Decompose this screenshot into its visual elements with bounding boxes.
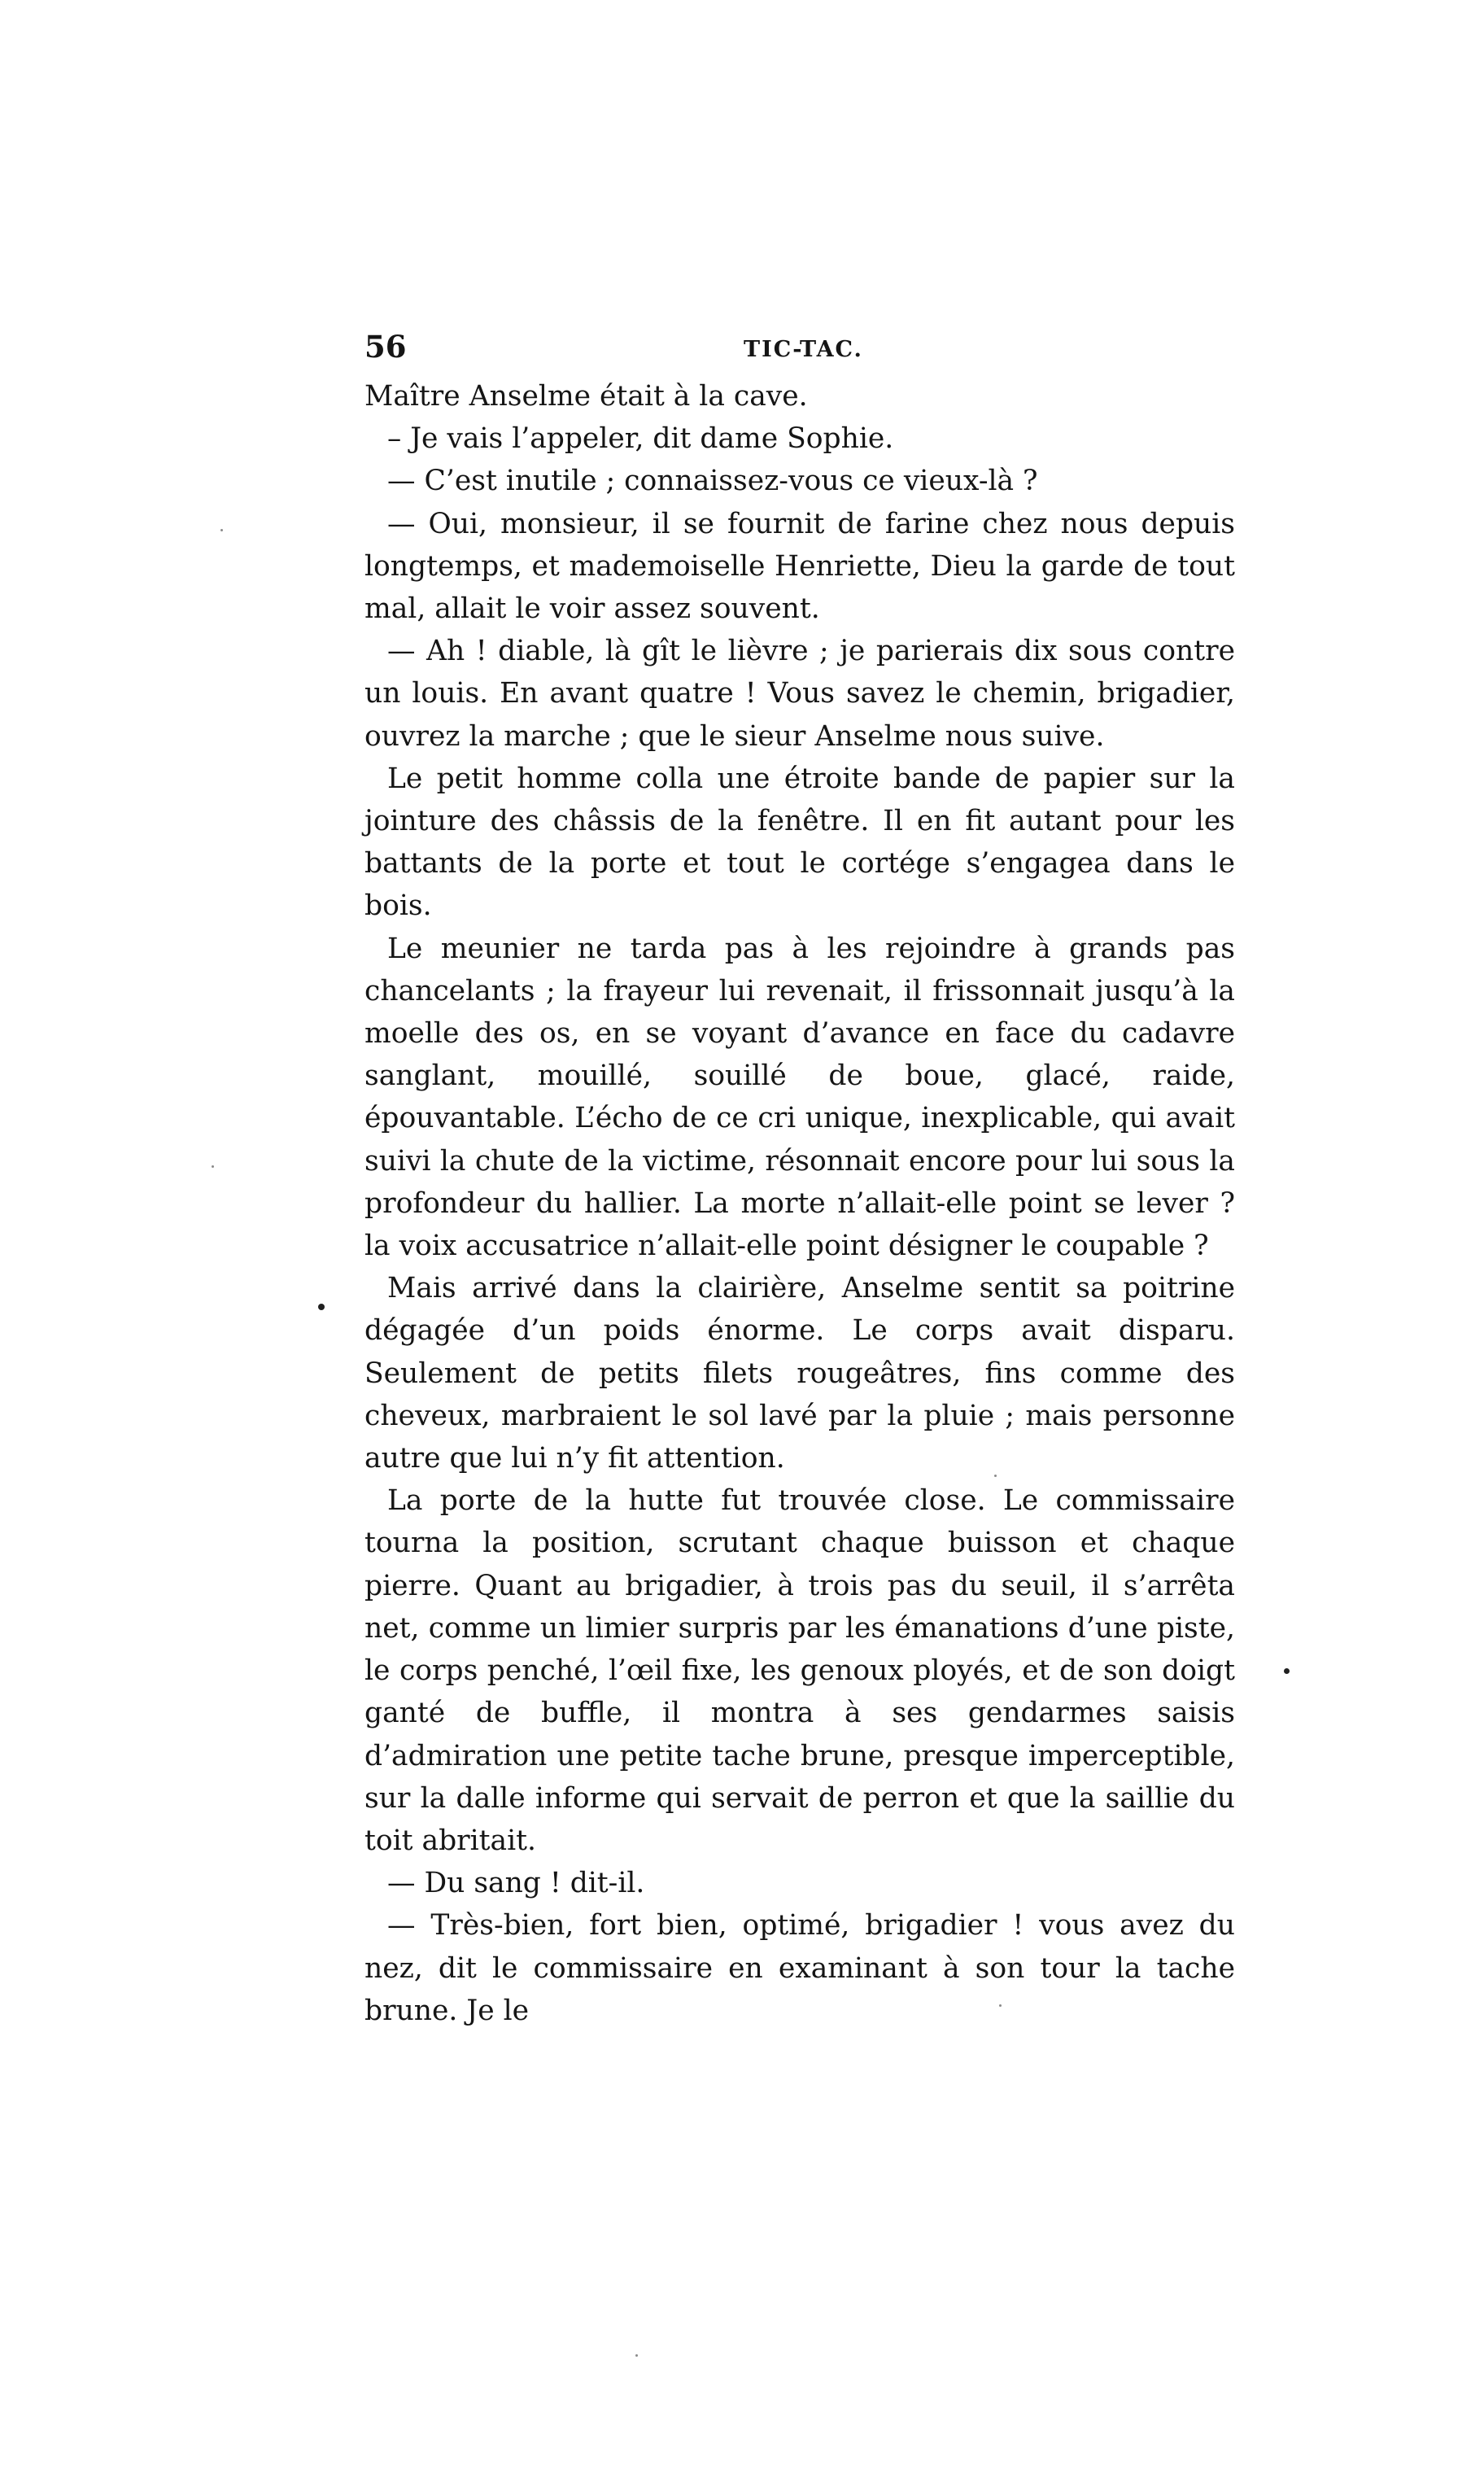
paragraph-useless-question: — C’est inutile ; connaissez-vous ce vieux-là ?	[387, 465, 1038, 498]
ink-dot-right-margin	[1284, 1668, 1290, 1674]
page-header	[364, 327, 1235, 373]
paragraph-meunier: Le meunier ne tarda pas à les rejoindre à grands pas chancelants ; la frayeur lui revenait, il frissonnait jusqu’à la moelle des os, en se voyant d’avance en face du cadavre sanglant, mouillé, souillé de boue, glacé, raide, épouvantable. L’écho de ce cri unique, inexplicable, qui avait suivi la chute de la victime, résonnait encore pour lui sous la profondeur du hallier. La morte n’allait-elle point se lever ? la voix accusatrice n’allait-elle point désigner le coupable ?	[364, 932, 1235, 1263]
paragraph-bande-papier: Le petit homme colla une étroite bande de papier sur la jointure des châssis de la fenêtre. Il en fit autant pour les battants de la porte et tout le cortége s’engagea dans le bois.	[364, 762, 1235, 923]
paper-speck	[635, 2354, 638, 2357]
paragraph-sophie-reply: – Je vais l’appeler, dit dame Sophie.	[387, 422, 894, 456]
paragraph-clairiere: Mais arrivé dans la clairière, Anselme sentit sa poitrine dégagée d’un poids énorme. Le corps avait disparu. Seulement de petits filets rougeâtres, fins comme des cheveux, marbraient le sol lavé par la pluie ; mais personne autre que lui n’y fit attention.	[364, 1272, 1235, 1475]
page-number: 56	[364, 329, 407, 365]
paragraph-hutte: La porte de la hutte fut trouvée close. Le commissaire tourna la position, scrutant chaque buisson et chaque pierre. Quant au brigadier, à trois pas du seuil, il s’arrêta net, comme un limier surpris par les émanations d’une piste, le corps penché, l’œil fixe, les genoux ployés, et de son doigt ganté de buffle, il montra à ses gendarmes saisis d’admiration une petite tache brune, presque imperceptible, sur la dalle informe qui servait de perron et que la saillie du toit abritait.	[364, 1484, 1235, 1857]
paragraph-lievre: — Ah ! diable, là gît le lièvre ; je parierais dix sous contre un louis. En avant quatre ! Vous savez le chemin, brigadier, ouvrez la marche ; que le sieur Anselme nous suive.	[364, 635, 1235, 753]
ink-dot-left-margin	[318, 1304, 325, 1310]
paragraph-du-sang: — Du sang ! dit-il.	[387, 1867, 645, 1900]
paragraph-farine-answer: — Oui, monsieur, il se fournit de farine chez nous depuis longtemps, et mademoiselle Henriette, Dieu la garde de tout mal, allait le voir assez souvent.	[364, 507, 1235, 626]
paper-speck	[999, 2004, 1002, 2007]
paper-speck	[220, 529, 223, 531]
paragraph-tres-bien: — Très-bien, fort bien, optimé, brigadier ! vous avez du nez, dit le commissaire en examinant à son tour la tache brune. Je le	[364, 1909, 1235, 2027]
running-title: TIC-TAC.	[744, 337, 863, 362]
body-text	[364, 375, 1235, 2032]
paper-speck	[212, 1165, 214, 1168]
paragraph-anselme-cave: Maître Anselme était à la cave.	[364, 380, 808, 413]
paper-speck	[994, 1475, 997, 1477]
